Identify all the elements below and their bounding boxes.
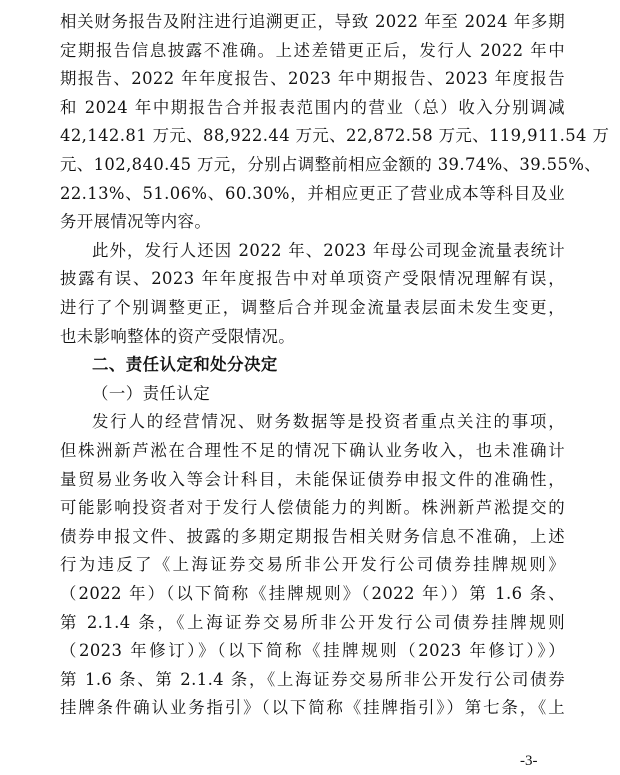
paragraph-line: （2022 年）（以下简称《挂牌规则》（2022 年））第 1.6 条、 bbox=[60, 584, 565, 603]
paragraph-line: 也未影响整体的资产受限情况。 bbox=[60, 326, 296, 346]
paragraph-line: 发行人的经营情况、财务数据等是投资者重点关注的事项， bbox=[92, 412, 565, 432]
paragraph-line: 披露有误、2023 年年度报告中对单项资产受限情况理解有误， bbox=[60, 269, 565, 289]
paragraph-line: 期报告、2022 年年度报告、2023 年中期报告、2023 年度报告 bbox=[60, 69, 565, 89]
section-heading: 二、责任认定和处分决定 bbox=[92, 355, 278, 375]
paragraph-line: 进行了个别调整更正，调整后合并现金流量表层面未发生变更， bbox=[60, 298, 565, 317]
paragraph-line: 债券申报文件、披露的多期定期报告相关财务信息不准确，上述 bbox=[60, 526, 565, 546]
paragraph-line: 元、102,840.45 万元，分别占调整前相应金额的 39.74%、39.55%、 bbox=[60, 155, 602, 174]
paragraph-line: 相关财务报告及附注进行追溯更正，导致 2022 年至 2024 年多期 bbox=[60, 12, 565, 31]
paragraph-line: 第 1.6 条、第 2.1.4 条，《上海证券交易所非公开发行公司债券 bbox=[60, 669, 565, 689]
paragraph-line: 22.13%、51.06%、60.30%，并相应更正了营业成本等科目及业 bbox=[60, 183, 565, 203]
paragraph-line: 但株洲新芦淞在合理性不足的情况下确认业务收入，也未准确计 bbox=[60, 441, 565, 460]
page-number: -3- bbox=[520, 753, 538, 769]
paragraph-line: 和 2024 年中期报告合并报表范围内的营业（总）收入分别调减 bbox=[60, 97, 565, 117]
paragraph-line: 行为违反了《上海证券交易所非公开发行公司债券挂牌规则》 bbox=[60, 555, 565, 575]
subsection-heading: （一）责任认定 bbox=[92, 383, 211, 403]
paragraph-line: 42,142.81 万元、88,922.44 万元、22,872.58 万元、119,911.54 万 bbox=[60, 126, 610, 146]
paragraph-line: 务开展情况等内容。 bbox=[60, 212, 212, 232]
paragraph-line: 定期报告信息披露不准确。上述差错更正后，发行人 2022 年中 bbox=[60, 40, 565, 60]
paragraph-line: 量贸易业务收入等会计科目，未能保证债券申报文件的准确性， bbox=[60, 469, 565, 489]
paragraph-line: （2023 年修订）》（以下简称《挂牌规则（2023 年修订）》） bbox=[60, 641, 565, 661]
paragraph-line: 可能影响投资者对于发行人偿债能力的判断。株洲新芦淞提交的 bbox=[60, 498, 565, 518]
paragraph-line: 挂牌条件确认业务指引》（以下简称《挂牌指引》）第七条，《上 bbox=[60, 698, 565, 718]
paragraph-line: 第 2.1.4 条，《上海证券交易所非公开发行公司债券挂牌规则 bbox=[60, 612, 565, 632]
paragraph-line: 此外，发行人还因 2022 年、2023 年母公司现金流量表统计 bbox=[92, 240, 565, 260]
